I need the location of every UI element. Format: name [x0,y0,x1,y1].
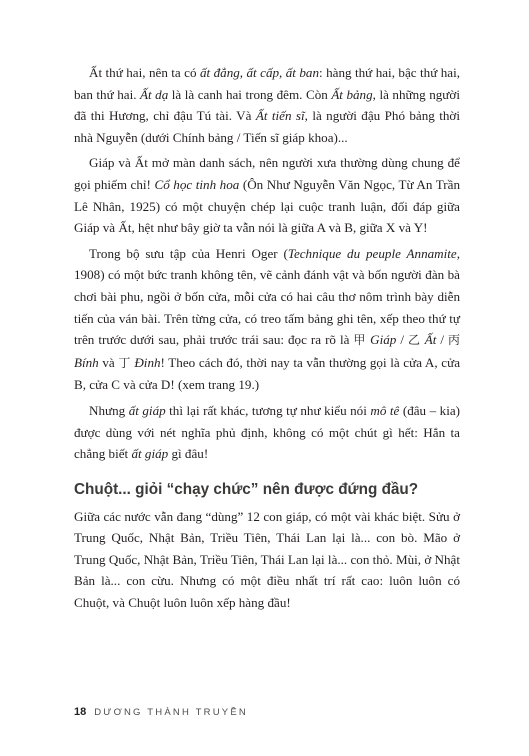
author-name: DƯƠNG THÀNH TRUYỀN [94,707,248,718]
italic-term: mô tê [370,402,400,418]
italic-term: ất đẳng, ất cấp, ất ban [199,65,320,80]
paragraph-2 [74,152,460,238]
text-run: , là người đậu Phó bảng thời nhà Nguyễn (dưới Chính bảng / Tiến sĩ giáp khoa)... [74,108,460,145]
text-run: và [98,354,119,370]
text-run: là là canh hai trong đêm. Còn [168,86,332,102]
text-run: (đâu – kia) được dùng với nét nghĩa phủ định, không có một chút gì hết: Hắn ta chẳng biết [74,402,461,462]
paragraph-5: Giữa các nước vẫn đang “dùng” 12 con giáp, có một vài khác biệt. Sửu ở Trung Quốc, Nhật Bản, Triều Tiên, Thái Lan lại là... con bò. Mão ở Trung Quốc, Nhật Bản, Triều Tiên, Thái Lan lại là... con thỏ. Mùi, ở Nhật Bản là... con cừu. Nhưng có một điều nhất trí rất cao: luôn luôn có Chuột, và Chuột luôn luôn xếp hàng đầu! [74,508,460,611]
han-character-dinh: 丁 [118,355,131,370]
paragraph-1 [74,62,460,148]
body-text [74,62,460,618]
paragraph-4 [74,400,460,465]
italic-term: Giáp [366,332,397,348]
text-run: thì lại rất khác, tương tự như kiểu nói [165,402,371,418]
italic-term: Đinh [130,354,161,370]
italic-term: Ất dạ [140,86,169,102]
han-character-giap: 甲 [353,333,367,348]
text-run: (Ôn Như Nguyễn Văn Ngọc, Từ An Trần Lê Nhân, 1925) có một chuyện chép lại cuộc tranh luận, đối đáp giữa Giáp và Ất, hệt như bây giờ ta vẫn nói là giữa A và B, giữa X và Y! [74,176,460,236]
text-run: Trong bộ sưu tập của Henri Oger ( [89,245,288,261]
italic-title: Cổ học tinh hoa [154,176,240,192]
text-run: , 1908) có một bức tranh không tên, vẽ cảnh đánh vật và bốn người đàn bà chơi bài phu, ngồi ở bốn cửa, mỗi cửa có hai câu thơ nôm trình bày diễn tiến của ván bài. Trên từng cửa, có treo tấm bảng ghi tên, xếp theo thứ tự trên trước dưới sau, phải trước trái sau: đọc ra rõ là [74,245,460,348]
han-character-at: 乙 [407,333,421,348]
italic-title: Technique du peuple Annamite [287,245,457,261]
text-run: , là những người đã thi Hương, chỉ đậu Tú tài. Và [74,86,460,124]
italic-term: Bính [74,354,99,370]
text-run: Giáp và Ất mở màn danh sách, nên người xưa thường dùng chung để gọi phiếm chỉ! [74,155,460,192]
section-heading: Chuột... giỏi “chạy chức” nên được đứng đầu? [74,480,419,498]
italic-term: ất giáp [131,446,169,462]
italic-term: Ất tiến sĩ [255,108,305,124]
page-number: 18 [74,706,87,718]
text-run: Nhưng [89,402,129,418]
text-run: ! Theo cách đó, thời nay ta vẫn thường gọi là cửa A, cửa B, cửa C và cửa D! (xem trang 19.) [74,354,460,393]
text-run: gì đâu! [168,446,209,462]
han-character-binh: 丙 [448,333,461,348]
italic-term: Ất bảng [331,86,373,102]
text-run: Ất thứ hai, nên ta có [89,65,200,80]
text-run: : hàng thứ hai, bậc thứ hai, ban thứ hai. [74,65,461,102]
paragraph-3 [74,243,460,396]
page-footer [74,706,248,718]
text-run: / [396,332,408,348]
text-run: / [436,332,448,348]
italic-term: Ất [420,332,437,348]
italic-term: ất giáp [128,402,166,418]
